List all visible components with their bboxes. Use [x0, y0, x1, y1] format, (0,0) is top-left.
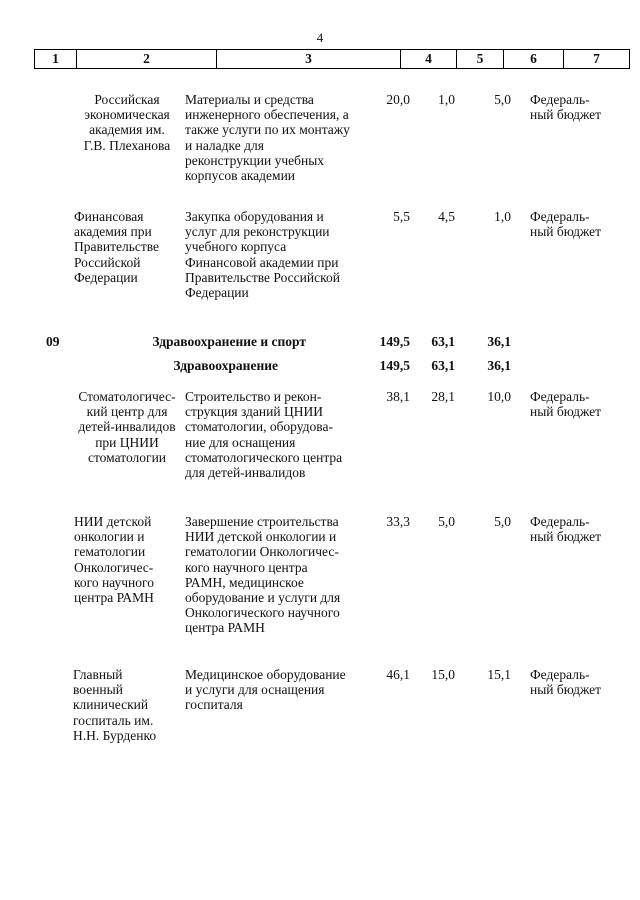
section-col4: 149,5 — [379, 334, 410, 349]
value-col4: 38,1 — [386, 389, 410, 404]
description-cell: Строительство и рекон- струкция зданий ЦНИИ стоматологии, оборудова- ние для оснащения стоматологического центра для детей-инвалидов — [185, 389, 343, 481]
value-col6: 1,0 — [494, 209, 511, 224]
funding-source-cell: Федераль- ный бюджет — [530, 389, 602, 420]
funding-source-cell: Федераль- ный бюджет — [530, 209, 602, 240]
value-col6: 5,0 — [494, 92, 511, 107]
description-cell: Медицинское оборудование и услуги для оснащения госпиталя — [185, 667, 346, 713]
section-col5: 63,1 — [431, 334, 455, 349]
section-col6: 36,1 — [487, 334, 511, 349]
value-col6: 15,1 — [487, 667, 511, 682]
institution-cell: Главный военный клинический госпиталь им. Н.Н. Бурденко — [73, 667, 157, 743]
column-number-1: 1 — [35, 50, 77, 69]
value-col4: 46,1 — [386, 667, 410, 682]
institution-cell: Финансовая академия при Правительстве Российской Федерации — [74, 209, 160, 285]
section-title: Здравоохранение и спорт — [152, 334, 306, 349]
subsection-col5: 63,1 — [431, 358, 455, 373]
page-number: 4 — [316, 30, 324, 45]
column-number-2: 2 — [77, 50, 217, 69]
section-code: 09 — [46, 334, 60, 349]
value-col4: 5,5 — [393, 209, 410, 224]
subsection-col6: 36,1 — [487, 358, 511, 373]
funding-source-cell: Федераль- ный бюджет — [530, 667, 602, 698]
column-header-table — [34, 49, 630, 69]
column-number-6: 6 — [504, 50, 564, 69]
institution-cell: Стоматологичес- кий центр для детей-инвалидов при ЦНИИ стоматологии — [78, 389, 176, 465]
column-number-5: 5 — [457, 50, 504, 69]
institution-cell: Российская экономическая академия им. Г.В. Плеханова — [83, 92, 171, 153]
value-col5: 28,1 — [431, 389, 455, 404]
description-cell: Завершение строительства НИИ детской онкологии и гематологии Онкологичес- кого научного центра РАМН, медицинское оборудование и услуги для Онкологического научного центра РАМН — [185, 514, 341, 636]
value-col4: 20,0 — [386, 92, 410, 107]
value-col5: 1,0 — [438, 92, 455, 107]
column-number-7: 7 — [564, 50, 630, 69]
value-col4: 33,3 — [386, 514, 410, 529]
subsection-title: Здравоохранение — [173, 358, 278, 373]
description-cell: Материалы и средства инженерного обеспечения, а также услуги по их монтажу и наладке для реконструкции учебных корпусов академии — [185, 92, 350, 184]
subsection-col4: 149,5 — [379, 358, 410, 373]
value-col5: 15,0 — [431, 667, 455, 682]
column-number-3: 3 — [217, 50, 401, 69]
value-col6: 10,0 — [487, 389, 511, 404]
funding-source-cell: Федераль- ный бюджет — [530, 92, 602, 123]
value-col6: 5,0 — [494, 514, 511, 529]
description-cell: Закупка оборудования и услуг для реконструкции учебного корпуса Финансовой академии при Правительстве Российской Федерации — [185, 209, 340, 301]
value-col5: 4,5 — [438, 209, 455, 224]
column-number-4: 4 — [401, 50, 457, 69]
institution-cell: НИИ детской онкологии и гематологии Онкологичес- кого научного центра РАМН — [74, 514, 154, 606]
funding-source-cell: Федераль- ный бюджет — [530, 514, 602, 545]
value-col5: 5,0 — [438, 514, 455, 529]
